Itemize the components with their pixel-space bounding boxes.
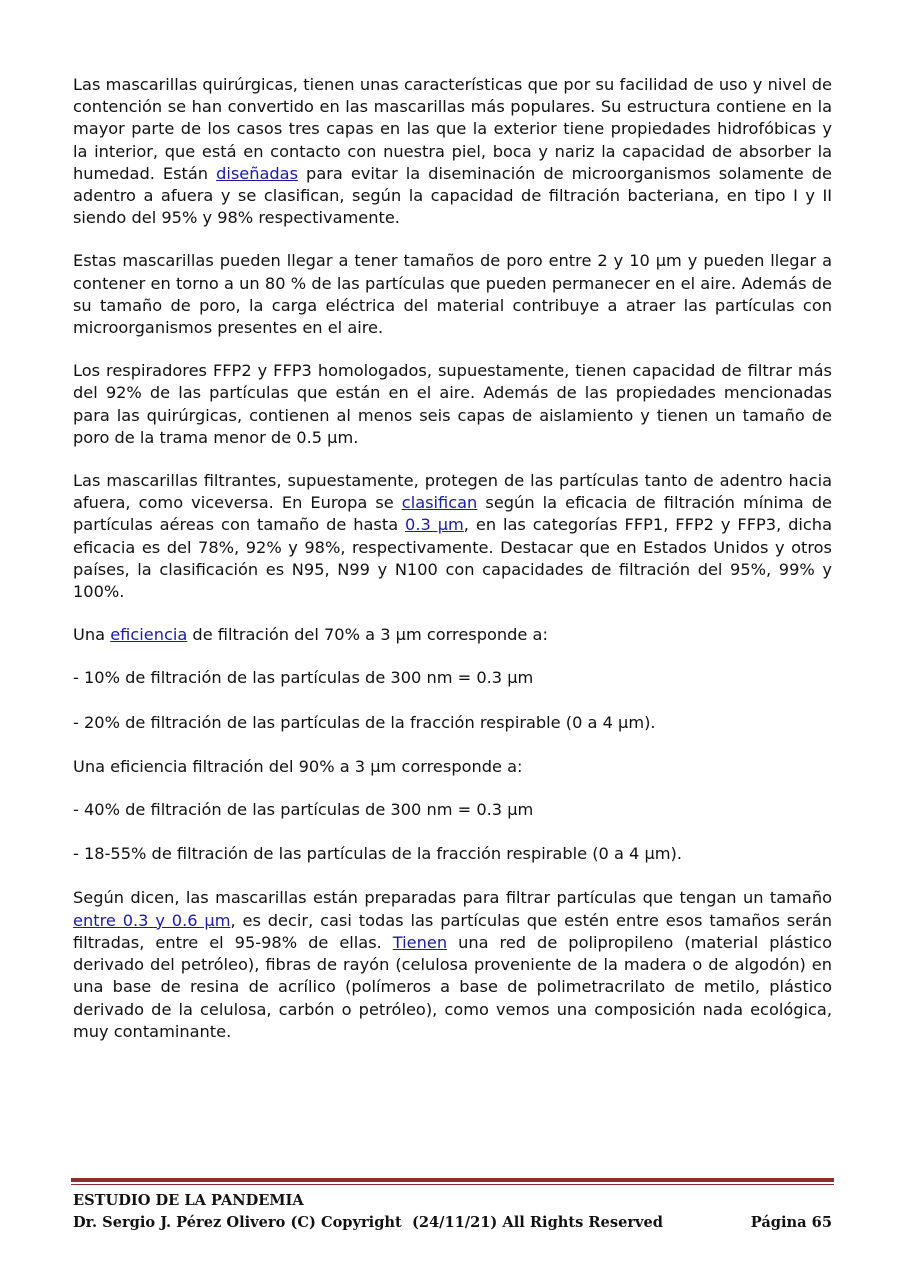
- link-entre-0-3-y-0-6[interactable]: entre 0.3 y 0.6 µm: [73, 910, 231, 930]
- paragraph-efficiency-90: Una eficiencia filtración del 90% a 3 µm corresponde a:: [73, 756, 523, 776]
- link-0-3-um[interactable]: 0.3 µm: [405, 515, 464, 535]
- paragraph-pore-size: Estas mascarillas pueden llegar a tener tamaños de poro entre 2 y 10 µm y pueden llegar a contener en torno a un 80 % de las partículas que pueden permanecer en el aire. Además de su tamaño de poro, la carga eléctrica del material contribuye a atraer las partículas con microorganismos presentes en el aire.: [73, 251, 832, 338]
- document-body: [73, 74, 832, 1064]
- paragraph-composition: Según dicen, las mascarillas están preparadas para filtrar partículas que tengan un tamaño entre 0.3 y 0.6 µm, es decir, casi todas las partículas que estén entre esos tamaños serán filtradas, entre el 95-98% de ellas. Tienen una red de polipropileno (material plástico derivado del petróleo), fibras de rayón (celulosa proveniente de la madera o de algodón) en una base de resina de acrílico (polímeros a base de polimetracrilato de metilo, plástico derivado de la celulosa, carbón o petróleo), como vemos una composición nada ecológica, muy contaminante.: [73, 888, 832, 1041]
- list-item: - 20% de filtración de las partículas de la fracción respirable (0 a 4 µm).: [73, 712, 656, 732]
- paragraph-efficiency-70: Una eficiencia de filtración del 70% a 3 µm corresponde a:: [73, 625, 548, 645]
- paragraph-ffp-respirators: Los respiradores FFP2 y FFP3 homologados, supuestamente, tienen capacidad de filtrar más del 92% de las partículas que están en el aire. Además de las propiedades mencionadas para las quirúrgicas, contienen al menos seis capas de aislamiento y tienen un tamaño de poro de la trama menor de 0.5 µm.: [73, 361, 832, 447]
- footer-title: ESTUDIO DE LA PANDEMIA: [73, 1192, 304, 1209]
- paragraph-surgical-masks: Las mascarillas quirúrgicas, tienen unas características que por su facilidad de uso y nivel de contención se han convertido en las mascarillas más populares. Su estructura contiene en la mayor parte de los casos tres capas en las que la exterior tiene propiedades hidrofóbicas y la interior, que está en contacto con nuestra piel, boca y nariz la capacidad de absorber la humedad. Están diseñadas para evitar la diseminación de microorganismos solamente de adentro a afuera y se clasifican, según la capacidad de filtración bacteriana, en tipo I y II siendo del 95% y 98% respectivamente.: [73, 75, 833, 228]
- page-number: Página 65: [750, 1214, 832, 1231]
- list-item: - 18-55% de filtración de las partículas de la fracción respirable (0 a 4 µm).: [73, 844, 683, 864]
- link-tienen[interactable]: Tienen: [392, 932, 448, 952]
- link-clasifican[interactable]: clasifican: [401, 493, 478, 513]
- footer-copyright: Dr. Sergio J. Pérez Olivero (C) Copyright (24/11/21) All Rights Reserved: [73, 1214, 664, 1231]
- paragraph-filtering-masks: Las mascarillas filtrantes, supuestamente, protegen de las partículas tanto de adentro hacia afuera, como viceversa. En Europa se clasifican según la eficacia de filtración mínima de partículas aéreas con tamaño de hasta 0.3 µm, en las categorías FFP1, FFP2 y FFP3, dicha eficacia es del 78%, 92% y 98%, respectivamente. Destacar que en Estados Unidos y otros países, la clasificación es N95, N99 y N100 con capacidades de filtración del 95%, 99% y 100%.: [73, 471, 832, 602]
- footer-divider-thick: [71, 1178, 834, 1182]
- link-disenadas[interactable]: diseñadas: [216, 163, 299, 183]
- list-item: - 10% de filtración de las partículas de 300 nm = 0.3 µm: [73, 668, 534, 688]
- footer-divider-thin: [71, 1184, 834, 1185]
- link-eficiencia[interactable]: eficiencia: [110, 625, 188, 645]
- page-footer: [73, 1190, 832, 1234]
- list-item: - 40% de filtración de las partículas de 300 nm = 0.3 µm: [73, 800, 534, 820]
